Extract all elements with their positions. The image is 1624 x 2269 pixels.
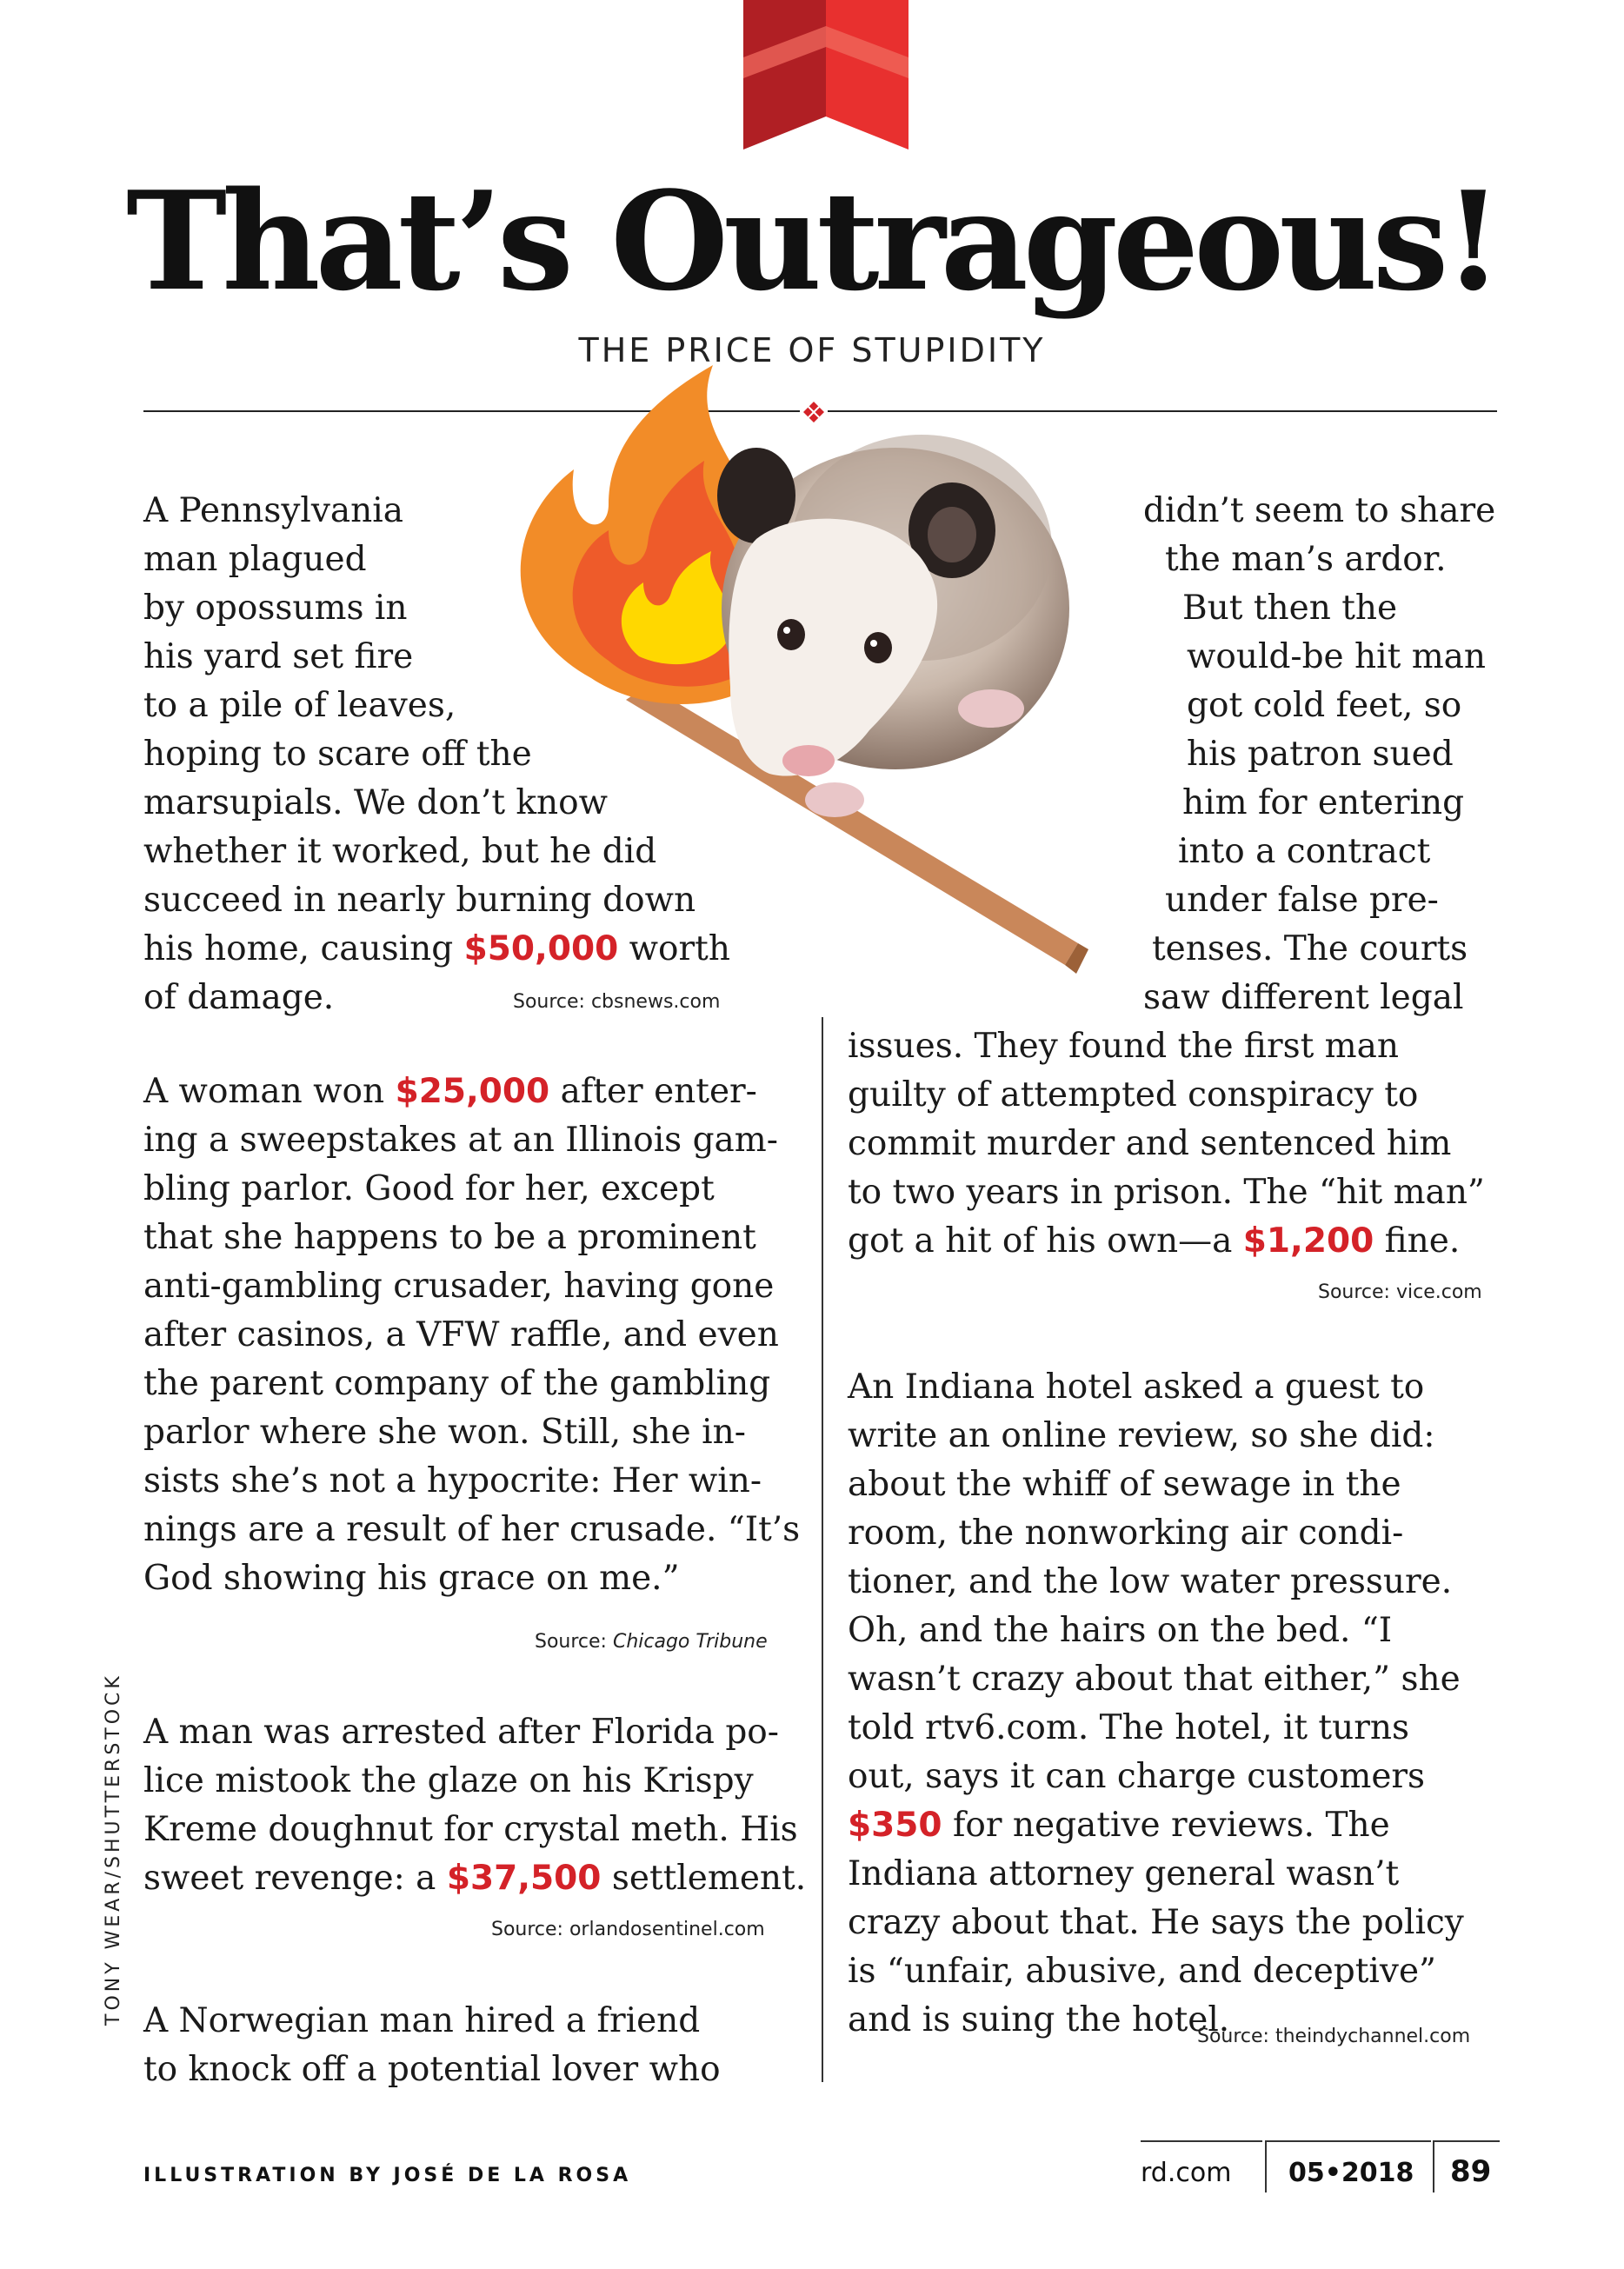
story-sweepstakes — [143, 1068, 800, 1603]
dollar-amount: $37,500 — [446, 1859, 602, 1898]
story-line: Kreme doughnut for crystal meth. His — [143, 1810, 798, 1849]
story-doughnut — [143, 1708, 806, 1903]
story-norwegian-start — [143, 1997, 721, 2094]
story-line: to a pile of leaves, — [143, 686, 456, 725]
story-line: issues. They found the first man — [848, 1027, 1400, 1066]
story-line: got cold feet, so — [1187, 686, 1462, 725]
story-text: fine. — [1374, 1221, 1461, 1261]
footer-separator — [1265, 2140, 1267, 2192]
story-text: worth — [618, 929, 730, 968]
story-line: crazy about that. He says the policy — [848, 1903, 1464, 1942]
story-line: Indiana attorney general wasn’t — [848, 1854, 1400, 1893]
story-line: anti-gambling crusader, having gone — [143, 1267, 775, 1306]
story-line: after casinos, a VFW raffle, and even — [143, 1315, 779, 1354]
story-line: lice mistook the glaze on his Krispy — [143, 1761, 754, 1800]
story-line: nings are a result of her crusade. “It’s — [143, 1510, 801, 1549]
story-line: him for entering — [1182, 783, 1465, 822]
story-line: tenses. The courts — [1152, 929, 1468, 968]
story-line: A Pennsylvania — [143, 491, 404, 530]
story-line: tioner, and the low water pressure. — [848, 1562, 1453, 1601]
story-line: his patron sued — [1187, 735, 1454, 774]
story-line: God showing his grace on me.” — [143, 1559, 680, 1598]
story-line: whether it worked, but he did — [143, 832, 657, 871]
story-line: told rtv6.com. The hotel, it turns — [848, 1708, 1409, 1747]
photo-credit: TONY WEAR/SHUTTERSTOCK — [103, 1673, 124, 2026]
story-line: ing a sweepstakes at an Illinois gam- — [143, 1121, 778, 1160]
story-line: to two years in prison. The “hit man” — [848, 1173, 1485, 1212]
story-line: marsupials. We don’t know — [143, 783, 609, 822]
story-line: guilty of attempted conspiracy to — [848, 1075, 1419, 1115]
story-line — [848, 1801, 1464, 1850]
story-line: and is suing the hotel. — [848, 2000, 1230, 2039]
story-text: after enter- — [549, 1072, 757, 1111]
column-divider — [822, 1017, 823, 2082]
story-line: succeed in nearly burning down — [143, 881, 696, 920]
story-line: his yard set fire — [143, 637, 414, 676]
story-text: settlement. — [601, 1859, 807, 1898]
page-number: 89 — [1450, 2154, 1492, 2189]
story-line: saw different legal — [1143, 978, 1464, 1017]
story-line: man plagued — [143, 540, 367, 579]
story-line: the man’s ardor. — [1165, 540, 1447, 579]
story-text: got a hit of his own—a — [848, 1221, 1243, 1261]
story-line: that she happens to be a prominent — [143, 1218, 756, 1257]
story-line: bling parlor. Good for her, except — [143, 1169, 715, 1208]
story-line — [143, 1068, 800, 1116]
story-line: commit murder and sentenced him — [848, 1124, 1452, 1163]
story-norwegian-continued — [1143, 487, 1495, 1022]
story-line: of damage. — [143, 978, 335, 1017]
source-chicago-tribune — [535, 1631, 768, 1653]
story-line: is “unfair, abusive, and deceptive” — [848, 1952, 1436, 1991]
illustration-credit: ILLUSTRATION BY JOSÉ DE LA ROSA — [143, 2165, 632, 2186]
story-text: his home, causing — [143, 929, 464, 968]
story-line: A man was arrested after Florida po- — [143, 1713, 779, 1752]
story-line — [143, 1854, 806, 1903]
story-line — [143, 925, 730, 974]
source-cbsnews: Source: cbsnews.com — [513, 991, 721, 1013]
story-hotel — [848, 1363, 1464, 2045]
source-prefix: Source: — [535, 1631, 613, 1653]
story-line: out, says it can charge customers — [848, 1757, 1426, 1796]
story-line: Oh, and the hairs on the bed. “I — [848, 1611, 1393, 1650]
story-text: sweet revenge: a — [143, 1859, 447, 1898]
story-line: parlor where she won. Still, she in- — [143, 1413, 746, 1452]
footer-date: 05•2018 — [1288, 2158, 1414, 2188]
footer-separator — [1433, 2140, 1434, 2192]
story-line: to knock off a potential lover who — [143, 2050, 721, 2089]
story-line: room, the nonworking air condi- — [848, 1514, 1404, 1553]
story-line: write an online review, so she did: — [848, 1416, 1435, 1455]
story-line: by opossums in — [143, 589, 408, 628]
story-line: would-be hit man — [1187, 637, 1487, 676]
story-line: sists she’s not a hypocrite: Her win- — [143, 1461, 762, 1500]
story-line: under false pre- — [1165, 881, 1439, 920]
dollar-amount: $1,200 — [1242, 1221, 1374, 1261]
story-line: the parent company of the gambling — [143, 1364, 771, 1403]
story-text: A woman won — [143, 1072, 396, 1111]
story-line: An Indiana hotel asked a guest to — [848, 1367, 1425, 1407]
story-line: But then the — [1182, 589, 1398, 628]
story-line: A Norwegian man hired a friend — [143, 2001, 701, 2040]
story-line: didn’t seem to share — [1143, 491, 1496, 530]
story-text: for negative reviews. The — [942, 1806, 1390, 1845]
story-line: wasn’t crazy about that either,” she — [848, 1660, 1461, 1699]
source-orlandosentinel: Source: orlandosentinel.com — [491, 1919, 765, 1940]
footer-rule — [1434, 2140, 1500, 2142]
story-line: into a contract — [1178, 832, 1431, 871]
story-norwegian-end — [848, 1022, 1485, 1266]
page-subtitle: THE PRICE OF STUPIDITY — [578, 331, 1046, 369]
page-title: That’s Outrageous! — [126, 162, 1498, 321]
dollar-amount: $350 — [848, 1806, 942, 1845]
dollar-amount: $25,000 — [395, 1072, 550, 1111]
story-line — [848, 1217, 1485, 1266]
ribbon-icon — [743, 0, 909, 150]
story-line: about the whiff of sewage in the — [848, 1465, 1401, 1504]
footer-site: rd.com — [1141, 2158, 1232, 2188]
footer-rule — [1141, 2140, 1262, 2142]
story-opossum — [143, 487, 730, 1022]
story-line: hoping to scare off the — [143, 735, 532, 774]
dollar-amount: $50,000 — [463, 929, 619, 968]
source-name: Chicago Tribune — [612, 1631, 768, 1653]
footer-rule — [1266, 2140, 1431, 2142]
source-vice: Source: vice.com — [1318, 1281, 1482, 1303]
source-theindychannel: Source: theindychannel.com — [1197, 2026, 1471, 2047]
